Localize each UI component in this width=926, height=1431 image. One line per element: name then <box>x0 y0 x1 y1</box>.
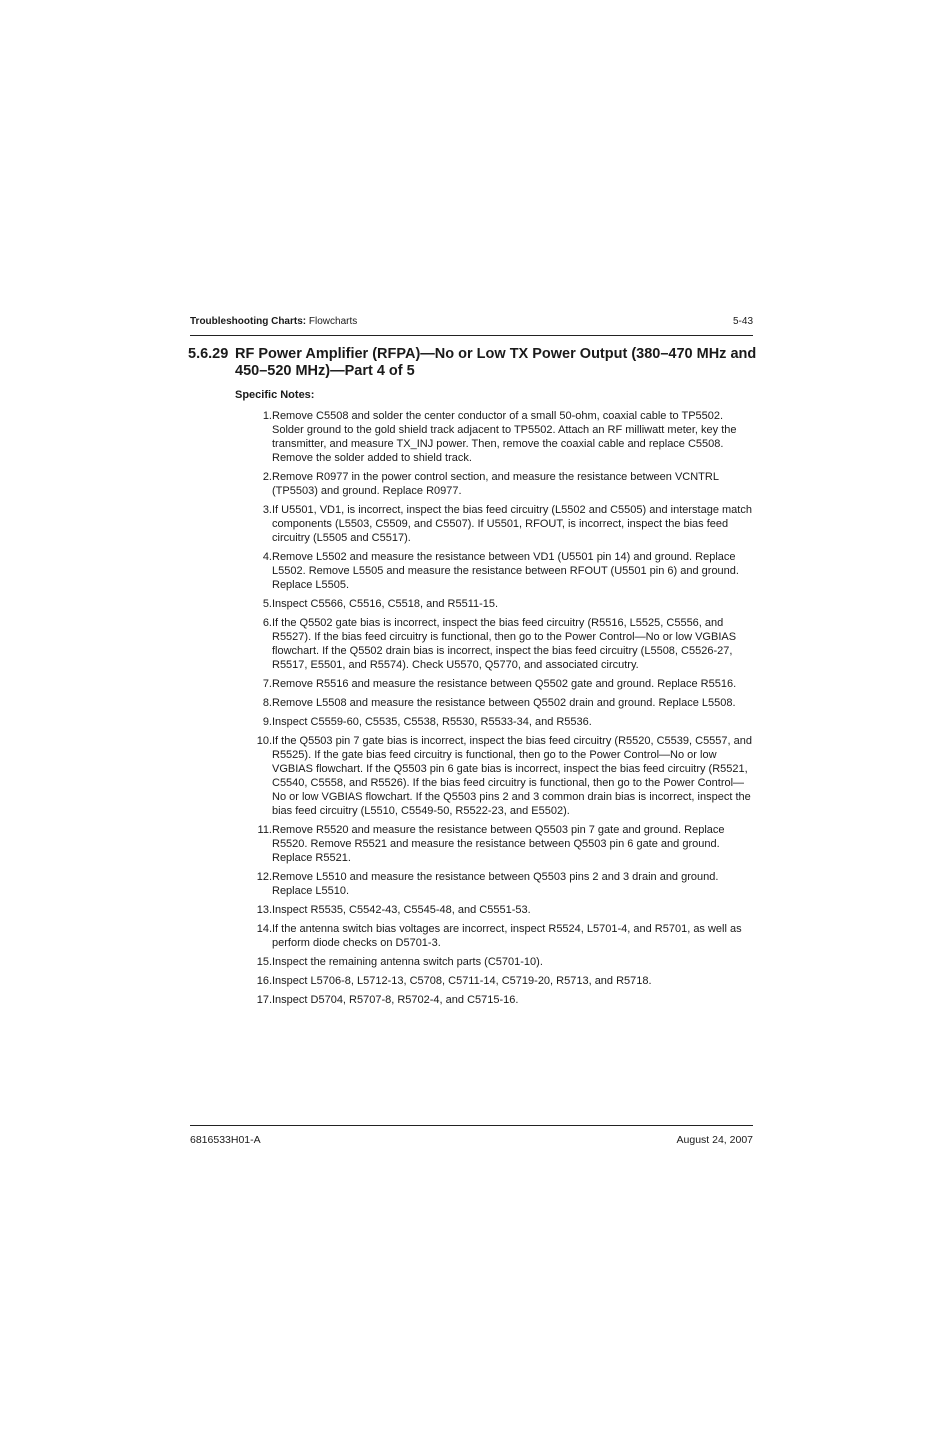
note-item <box>250 734 752 818</box>
note-item <box>250 922 752 950</box>
note-text: Inspect C5566, C5516, C5518, and R5511-15. <box>272 598 499 610</box>
note-text: Inspect L5706-8, L5712-13, C5708, C5711-14, C5719-20, R5713, and R5718. <box>272 975 652 987</box>
note-text: Remove R5516 and measure the resistance between Q5502 gate and ground. Replace R5516. <box>272 678 737 690</box>
note-number: 13. <box>256 904 272 916</box>
section-title-text: RF Power Amplifier (RFPA)—No or Low TX Power Output (380–470 MHz and 450–520 MHz)—Part 4 of 5 <box>235 346 757 379</box>
note-item <box>250 470 752 498</box>
note-text: Inspect the remaining antenna switch parts (C5701-10). <box>272 956 543 968</box>
footer-date: August 24, 2007 <box>676 1134 753 1146</box>
note-text: Remove R5520 and measure the resistance between Q5503 pin 7 gate and ground. Replace R5520. Remove R5521 and measure the resistance between Q5503 pin 6 gate and ground. Replace R5521. <box>272 824 725 864</box>
specific-notes-heading: Specific Notes: <box>235 389 315 401</box>
note-item <box>250 993 752 1007</box>
section-number: 5.6.29 <box>188 346 229 362</box>
note-number: 3. <box>262 504 272 516</box>
note-item <box>250 955 752 969</box>
footer-rule <box>190 1125 753 1126</box>
note-text: Remove L5510 and measure the resistance between Q5503 pins 2 and 3 drain and ground. Replace L5510. <box>272 871 719 897</box>
notes-list <box>250 409 752 1012</box>
note-item <box>250 974 752 988</box>
header-page-number: 5-43 <box>732 316 753 327</box>
note-number: 6. <box>262 617 272 629</box>
note-number: 9. <box>262 716 272 728</box>
section-title <box>188 346 758 380</box>
note-item <box>250 696 752 710</box>
note-text: If U5501, VD1, is incorrect, inspect the bias feed circuitry (L5502 and C5505) and interstage match components (L5503, C5509, and C5507). If U5501, RFOUT, is incorrect, inspect the bias feed circuitry (L5505 and C5517). <box>272 504 752 544</box>
note-number: 11. <box>257 824 272 836</box>
footer-doc-number: 6816533H01-A <box>190 1134 261 1146</box>
note-number: 10. <box>256 735 272 747</box>
note-text: Inspect D5704, R5707-8, R5702-4, and C5715-16. <box>272 994 519 1006</box>
note-text: Remove L5508 and measure the resistance between Q5502 drain and ground. Replace L5508. <box>272 697 736 709</box>
note-item <box>250 409 752 465</box>
note-text: If the antenna switch bias voltages are incorrect, inspect R5524, L5701-4, and R5701, as well as perform diode checks on D5701-3. <box>272 923 742 949</box>
note-text: If the Q5502 gate bias is incorrect, inspect the bias feed circuitry (R5516, L5525, C5556, and R5527). If the bias feed circuitry is functional, then go to the Power Control—No or low VGBIAS flowchart. If the Q5502 drain bias is incorrect, inspect the bias feed circuitry (L5508, C5526-27, R5517, E5501, and R5574). Check U5570, Q5770, and associated circutry. <box>272 617 737 671</box>
note-number: 5. <box>262 598 272 610</box>
note-item <box>250 677 752 691</box>
running-header <box>190 315 753 329</box>
note-item <box>250 823 752 865</box>
header-rule <box>190 335 753 336</box>
note-number: 1. <box>262 410 272 422</box>
note-text: If the Q5503 pin 7 gate bias is incorrect, inspect the bias feed circuitry (R5520, C5539, C5557, and R5525). If the gate bias feed circuitry is functional, then go to the Power Control—No or low VGBIAS flowchart. If the Q5503 pin 6 gate bias is incorrect, inspect the bias feed circuitry (R5521, C5540, C5558, and R5526). If the bias feed circuitry is functional, then go to the Power Control—No or low VGBIAS flowchart. If the Q5503 pins 2 and 3 common drain bias is incorrect, inspect the bias feed circuitry (L5510, C5549-50, R5522-23, and E5502). <box>272 735 752 817</box>
header-section-name: Troubleshooting Charts: <box>190 316 307 327</box>
note-item <box>250 616 752 672</box>
note-number: 4. <box>262 551 272 563</box>
note-number: 15. <box>256 956 272 968</box>
running-footer <box>190 1133 753 1147</box>
note-text: Remove R0977 in the power control section, and measure the resistance between VCNTRL (TP5503) and ground. Replace R0977. <box>272 471 719 497</box>
note-number: 17. <box>256 994 272 1006</box>
note-number: 8. <box>262 697 272 709</box>
note-number: 14. <box>256 923 272 935</box>
header-subsection: Flowcharts <box>308 316 358 327</box>
note-item <box>250 715 752 729</box>
note-item <box>250 503 752 545</box>
note-item <box>250 870 752 898</box>
header-section <box>190 315 357 329</box>
note-text: Inspect C5559-60, C5535, C5538, R5530, R5533-34, and R5536. <box>272 716 592 728</box>
note-text: Inspect R5535, C5542-43, C5545-48, and C5551-53. <box>272 904 531 916</box>
note-number: 16. <box>256 975 272 987</box>
note-text: Remove C5508 and solder the center conductor of a small 50-ohm, coaxial cable to TP5502. Solder ground to the gold shield track adjacent to TP5502. Attach an RF milliwatt meter, key the transmitter, and measure TX_INJ power. Then, remove the coaxial cable and replace C5508. Remove the solder added to shield track. <box>272 410 737 464</box>
note-number: 12. <box>256 871 272 883</box>
note-item <box>250 903 752 917</box>
note-number: 2. <box>262 471 272 483</box>
note-text: Remove L5502 and measure the resistance between VD1 (U5501 pin 14) and ground. Replace L5502. Remove L5505 and measure the resistance between RFOUT (U5501 pin 6) and ground. Replace L5505. <box>272 551 739 591</box>
note-item <box>250 597 752 611</box>
note-item <box>250 550 752 592</box>
note-number: 7. <box>262 678 272 690</box>
